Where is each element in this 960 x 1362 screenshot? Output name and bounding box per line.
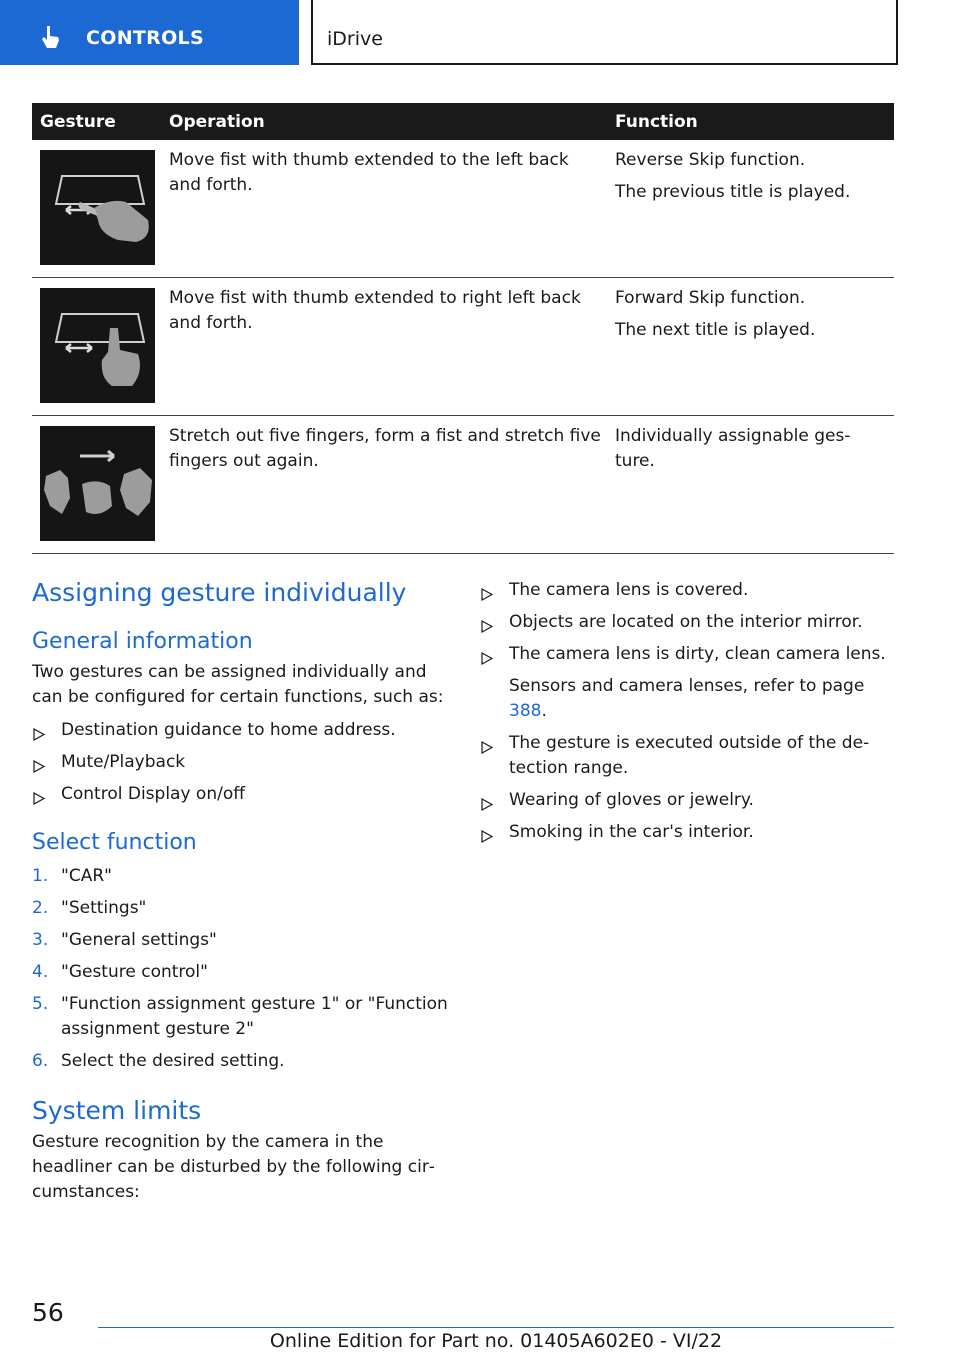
section-heading-assigning: Assigning gesture individually <box>32 578 407 607</box>
list-item: 1. "CAR" <box>32 866 112 886</box>
general-intro: Two gestures can be assigned individually and can be configured for certain functions, such as: <box>32 662 444 707</box>
heading-system-limits: System limits <box>32 1096 202 1125</box>
thumb-left-gesture-image <box>40 150 155 265</box>
function-text: Individually assignable ges‐ ture. <box>615 426 851 471</box>
general-list <box>32 718 450 807</box>
function-text: Forward Skip function. <box>615 288 806 308</box>
footer-divider <box>98 1327 894 1328</box>
triangle-bullet-icon <box>481 826 493 851</box>
heading-general-information: General information <box>32 629 253 654</box>
column-header-function: Function <box>615 103 894 140</box>
triangle-bullet-icon <box>481 737 493 762</box>
edition-footer: Online Edition for Part no. 01405A602E0 - VI/22 <box>269 1330 723 1352</box>
list-item: The camera lens is covered. <box>480 578 894 603</box>
function-text: The previous title is played. <box>615 182 851 202</box>
table-row <box>32 278 894 416</box>
page-number: 56 <box>32 1298 64 1327</box>
right-column <box>480 572 894 845</box>
triangle-bullet-icon <box>33 788 45 813</box>
thumb-right-gesture-image <box>40 288 155 403</box>
section-tab[interactable] <box>0 0 299 65</box>
limits-intro: Gesture recognition by the camera in the headliner can be disturbed by the following cir‐ cumstances: <box>32 1132 435 1202</box>
cross-reference-note: Sensors and camera lenses, refer to page 388. <box>509 676 865 721</box>
list-item: The gesture is executed outside of the de‐ tection range. <box>480 731 894 781</box>
chapter-title: iDrive <box>327 28 383 50</box>
table-row <box>32 416 894 554</box>
gesture-table <box>32 103 894 554</box>
list-item: Wearing of gloves or jewelry. <box>480 788 894 813</box>
triangle-bullet-icon <box>481 616 493 641</box>
page-reference-link[interactable]: 388 <box>509 701 542 721</box>
heading-select-function: Select function <box>32 830 197 855</box>
limits-list <box>480 578 894 845</box>
hand-pointer-icon <box>38 24 64 54</box>
operation-text: Move fist with thumb extended to right left back and forth. <box>169 288 581 333</box>
triangle-bullet-icon <box>33 756 45 781</box>
five-fingers-gesture-image <box>40 426 155 541</box>
list-item: The camera lens is dirty, clean camera lens. Sensors and camera lenses, refer to page 388. <box>480 642 894 724</box>
column-header-operation: Operation <box>169 103 615 140</box>
operation-text: Move fist with thumb extended to the left back and forth. <box>169 150 569 195</box>
table-header-row <box>32 103 894 140</box>
list-item: Smoking in the car's interior. <box>480 820 894 845</box>
triangle-bullet-icon <box>33 724 45 749</box>
column-header-gesture: Gesture <box>32 103 169 140</box>
triangle-bullet-icon <box>481 648 493 673</box>
triangle-bullet-icon <box>481 584 493 609</box>
left-column <box>32 578 450 1205</box>
list-item: 2. "Settings" <box>32 898 147 918</box>
section-title: CONTROLS <box>86 27 204 49</box>
list-item: Objects are located on the interior mirror. <box>480 610 894 635</box>
function-text: Reverse Skip function. <box>615 150 806 170</box>
list-item: 6. Select the desired setting. <box>32 1051 285 1071</box>
list-item: Control Display on/off <box>32 782 450 807</box>
list-item: 3. "General settings" <box>32 930 217 950</box>
operation-text: Stretch out five fingers, form a fist and stretch five fingers out again. <box>169 426 601 471</box>
table-row <box>32 140 894 278</box>
list-item: 4. "Gesture control" <box>32 962 208 982</box>
chapter-header <box>311 0 898 65</box>
triangle-bullet-icon <box>481 794 493 819</box>
function-text: The next title is played. <box>615 320 816 340</box>
list-item: 5. "Function assignment gesture 1" or "Function assignment gesture 2" <box>32 994 448 1039</box>
select-steps <box>32 864 450 1074</box>
list-item: Mute/Playback <box>32 750 450 775</box>
list-item: Destination guidance to home address. <box>32 718 450 743</box>
